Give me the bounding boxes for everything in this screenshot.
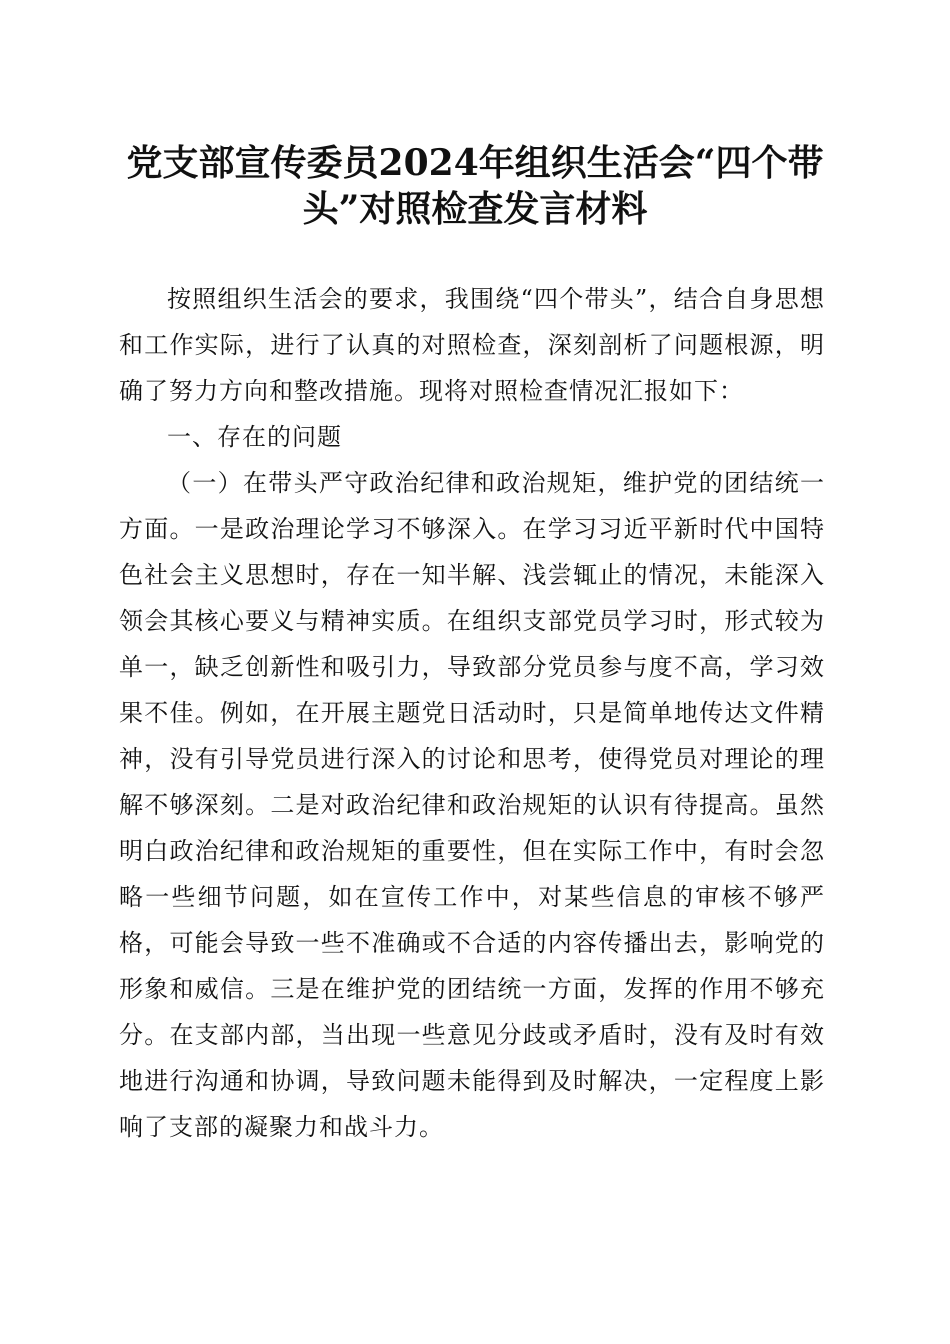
section-heading-problems: 一、存在的问题 xyxy=(167,423,342,451)
subsection-body-1: 一是政治理论学习不够深入。在学习习近平新时代中国特色社会主义思想时，存在一知半解、浅尝辄止的情况，未能深入领会其核心要义与精神实质。在组织支部党员学习时，形式较为单一，缺乏创新性和吸引力，导致部分党员参与度不高，学习效果不佳。例如，在开展主题党日活动时，只是简单地传达文件精神，没有引导党员进行深入的讨论和思考，使得党员对理论的理解不够深刻。二是对政治纪律和政治规矩的认识有待提高。虽然明白政治纪律和政治规矩的重要性，但在实际工作中，有时会忽略一些细节问题，如在宣传工作中，对某些信息的审核不够严格，可能会导致一些不准确或不合适的内容传播出去，影响党的形象和威信。三是在维护党的团结统一方面，发挥的作用不够充分。在支部内部，当出现一些意见分歧或矛盾时，没有及时有效地进行沟通和协调，导致问题未能得到及时解决，一定程度上影响了支部的凝聚力和战斗力。 xyxy=(119,515,826,1141)
document-title: 党支部宣传委员2024年组织生活会“四个带头”对照检查发言材料 xyxy=(126,142,824,230)
subsection-heading-1: （一）在带头严守政治纪律和政治规矩，维护党的团结统一方面。 xyxy=(119,469,825,543)
document-body xyxy=(119,276,825,1150)
subsection-paragraph-1 xyxy=(119,460,825,1150)
intro-paragraph: 按照组织生活会的要求，我围绕“四个带头”，结合自身思想和工作实际，进行了认真的对照检查，深刻剖析了问题根源，明确了努力方向和整改措施。现将对照检查情况汇报如下： xyxy=(119,285,825,405)
